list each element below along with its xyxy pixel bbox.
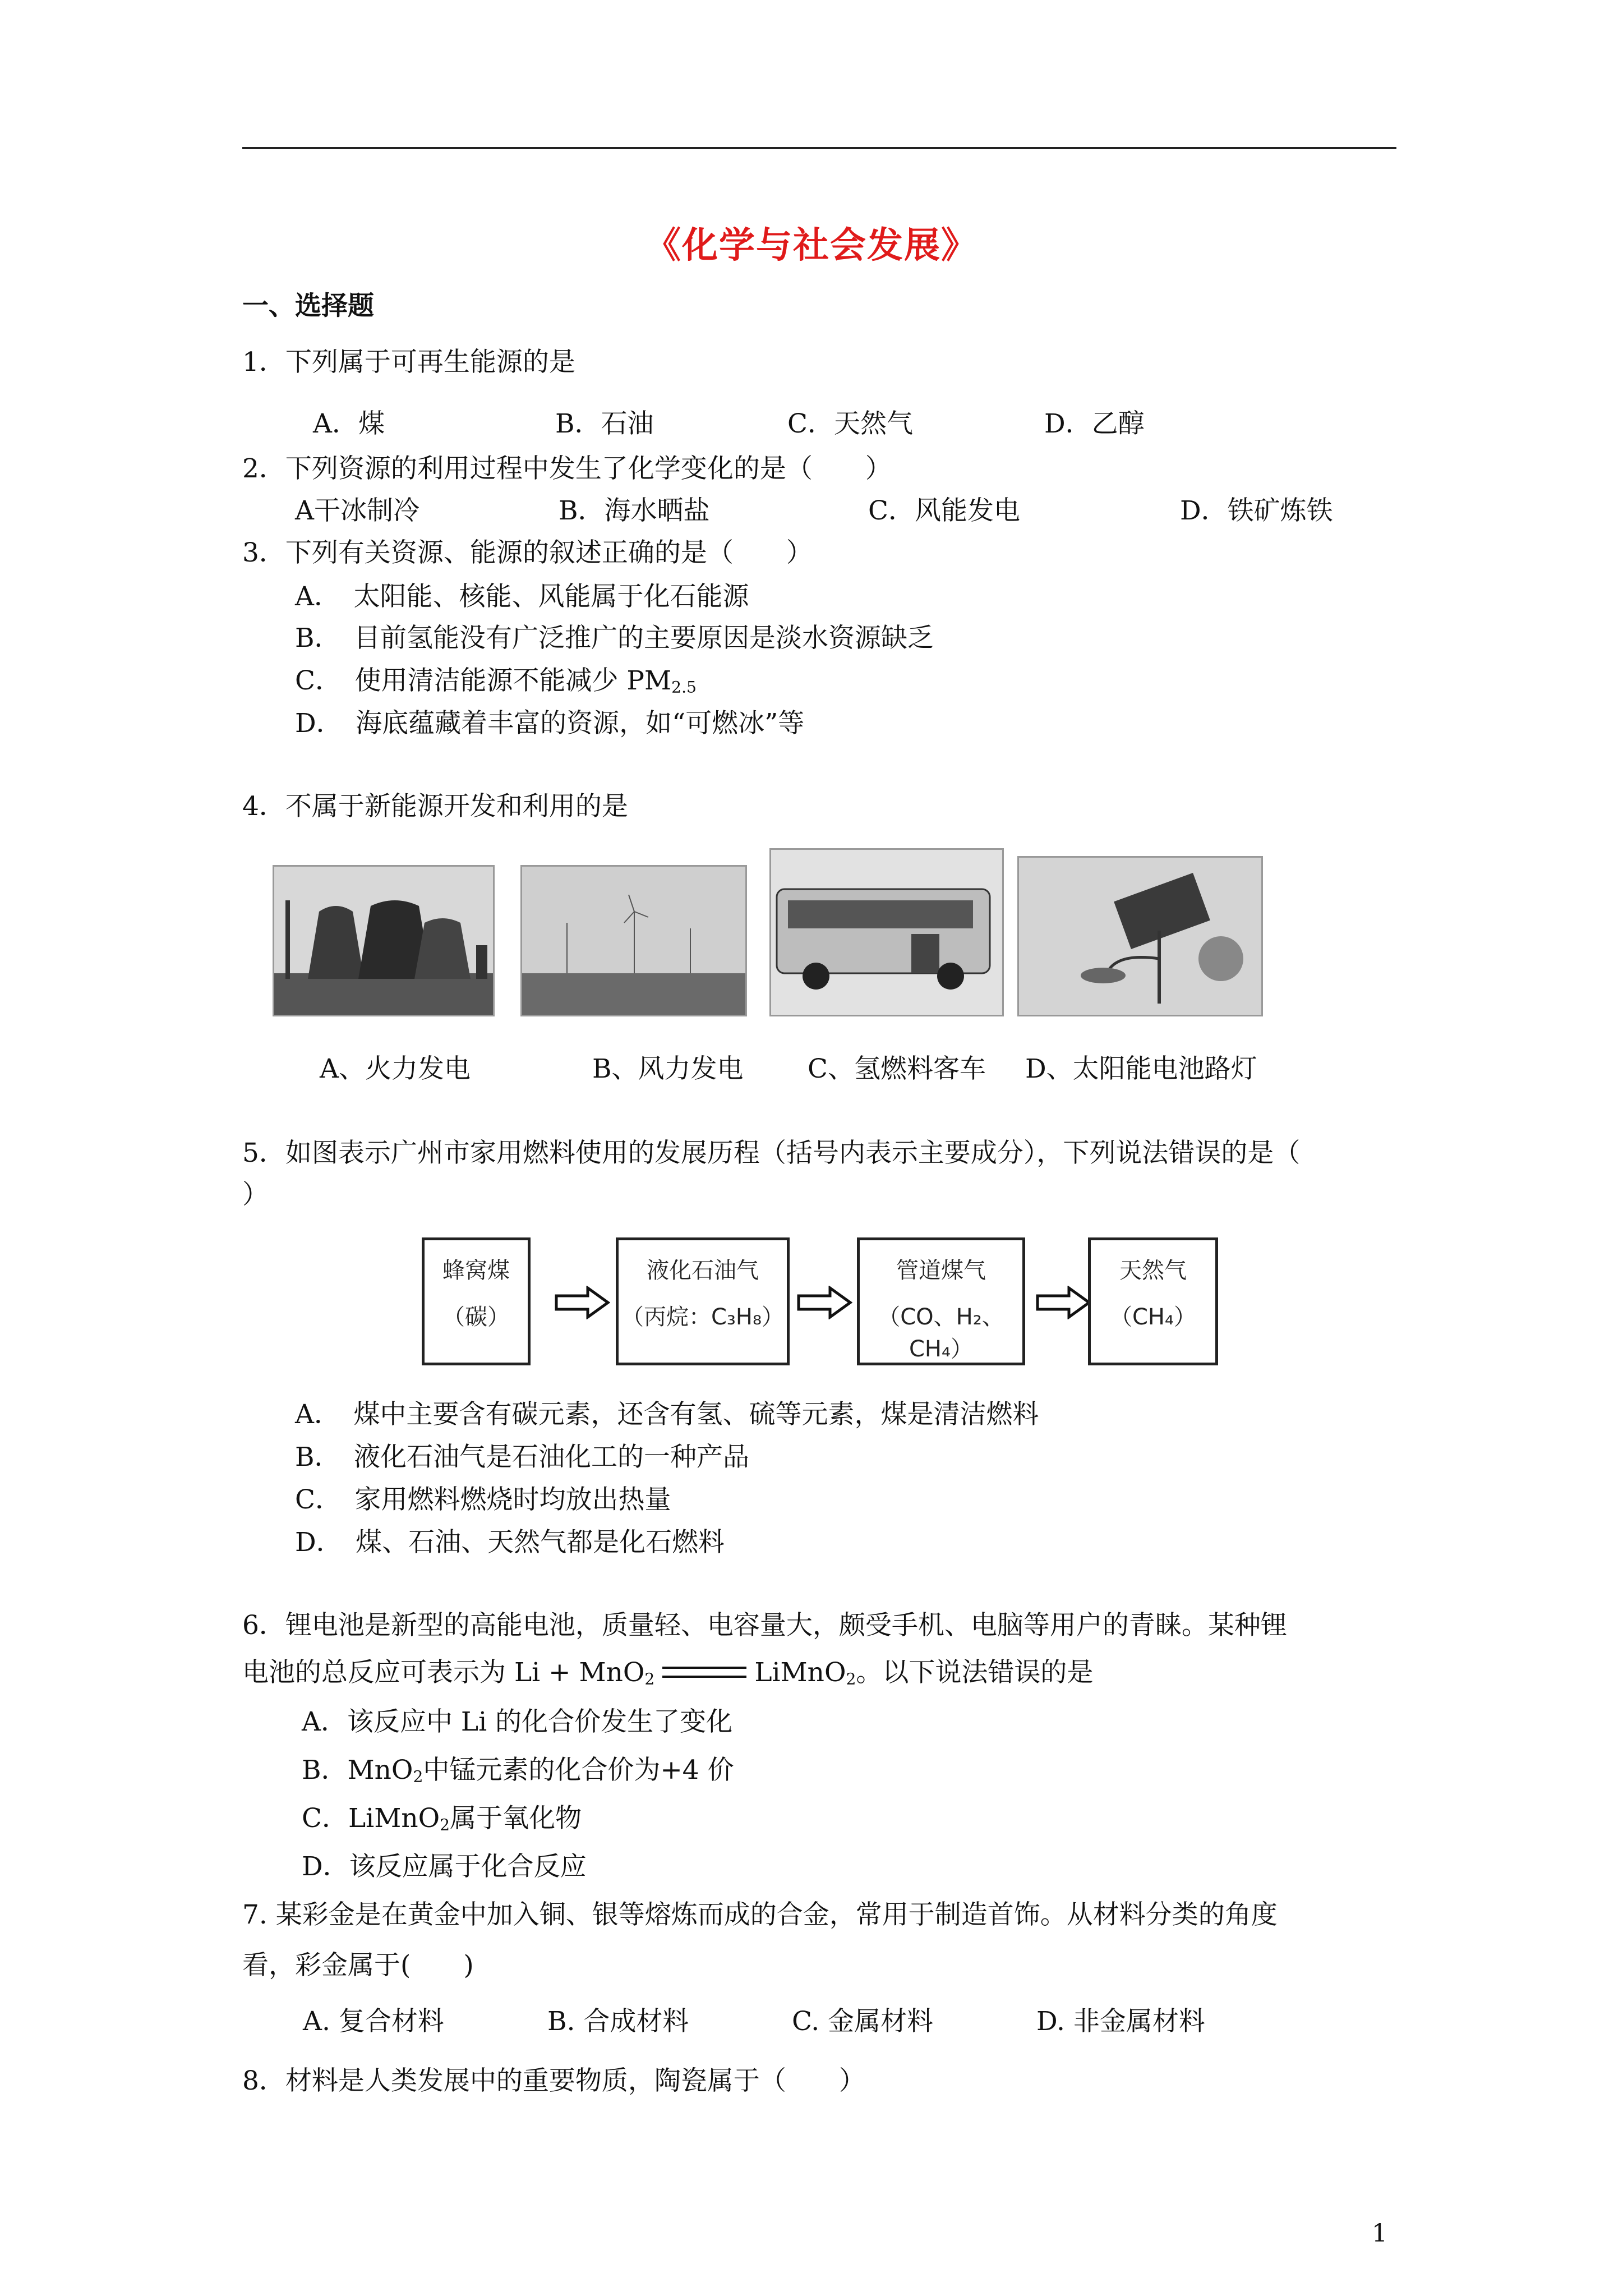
q4-caption-a: A、火力发电: [320, 1053, 471, 1084]
q4-caption-b: B、风力发电: [592, 1053, 744, 1084]
header-rule: [242, 147, 1396, 149]
arrow-right-icon: [796, 1286, 852, 1319]
q2-option-c: C．风能发电: [868, 495, 1020, 526]
q3-option-c: C． 使用清洁能源不能减少 $PM_{2.5}$: [295, 665, 697, 697]
q6-stem-line1: 6．锂电池是新型的高能电池，质量轻、电容量大，颇受手机、电脑等用户的青睐。某种锂: [242, 1610, 1287, 1641]
q2-option-b: B．海水晒盐: [559, 495, 710, 526]
q5-option-c: C． 家用燃料燃烧时均放出热量: [295, 1484, 671, 1515]
q1-option-d: D．乙醇: [1044, 408, 1145, 439]
q2-option-a: A干冰制冷: [295, 495, 419, 526]
q6-option-c: C．LiMnO$_2$属于氧化物: [302, 1803, 582, 1834]
q7-option-d: D. 非金属材料: [1036, 2006, 1205, 2037]
q6-option-d: D．该反应属于化合反应: [302, 1851, 587, 1882]
q3-option-b: B． 目前氢能没有广泛推广的主要原因是淡水资源缺乏: [295, 623, 934, 654]
q8-stem: 8．材料是人类发展中的重要物质，陶瓷属于（ ）: [242, 2065, 865, 2096]
q2-stem: 2．下列资源的利用过程中发生了化学变化的是（ ）: [242, 453, 892, 484]
q7-stem-line2: 看，彩金属于( ): [242, 1950, 474, 1981]
arrow-right-icon: [554, 1286, 610, 1319]
fuel-box-pipeline-gas: 管道煤气 （CO、H₂、CH₄）: [857, 1237, 1025, 1365]
hydrogen-bus-image: [769, 848, 1004, 1016]
fuel-box-honeycomb-coal: 蜂窝煤 （碳）: [422, 1237, 531, 1365]
thermal-power-plant-image: [273, 865, 495, 1016]
q1-option-c: C．天然气: [787, 408, 913, 439]
q5-stem-line2: ）: [242, 1179, 269, 1210]
q1-stem: 1．下列属于可再生能源的是: [242, 347, 575, 378]
q1-option-a: A．煤: [313, 408, 385, 439]
q5-option-d: D． 煤、石油、天然气都是化石燃料: [295, 1527, 725, 1558]
section-heading: 一、选择题: [242, 291, 374, 321]
wind-power-image: [520, 865, 747, 1016]
q7-option-a: A. 复合材料: [303, 2006, 444, 2037]
q6-option-a: A．该反应中 Li 的化合价发生了变化: [302, 1706, 733, 1737]
q7-option-c: C. 金属材料: [792, 2006, 934, 2037]
q4-stem: 4．不属于新能源开发和利用的是: [242, 791, 628, 822]
q3-stem: 3．下列有关资源、能源的叙述正确的是（ ）: [242, 537, 813, 568]
fuel-box-natural-gas: 天然气 （CH₄）: [1088, 1237, 1218, 1365]
q2-option-d: D．铁矿炼铁: [1180, 495, 1333, 526]
q5-stem-line1: 5．如图表示广州市家用燃料使用的发展历程（括号内表示主要成分），下列说法错误的是（: [242, 1138, 1301, 1168]
q4-caption-c: C、氢燃料客车: [808, 1053, 986, 1084]
q3-option-d: D． 海底蕴藏着丰富的资源，如“可燃冰”等: [295, 708, 805, 739]
q5-option-b: B． 液化石油气是石油化工的一种产品: [295, 1442, 750, 1473]
q3-option-a: A． 太阳能、核能、风能属于化石能源: [295, 581, 749, 612]
solar-street-light-image: [1017, 856, 1263, 1016]
q1-option-b: B．石油: [555, 408, 654, 439]
fuel-box-lpg: 液化石油气 （丙烷：C₃H₈）: [616, 1237, 790, 1365]
equation-equals-sign: [662, 1667, 746, 1678]
page-title: 《化学与社会发展》: [645, 224, 978, 266]
q6-option-b: B．MnO$_2$中锰元素的化合价为+4 价: [302, 1755, 734, 1786]
q7-stem-line1: 7. 某彩金是在黄金中加入铜、银等熔炼而成的合金，常用于制造首饰。从材料分类的角度: [242, 1899, 1278, 1930]
q5-option-a: A． 煤中主要含有碳元素，还含有氢、硫等元素，煤是清洁燃料: [295, 1399, 1039, 1430]
q7-option-b: B. 合成材料: [547, 2006, 689, 2037]
arrow-right-icon: [1035, 1286, 1091, 1319]
q6-stem-line2: 电池的总反应可表示为 Li + MnO$_2$ LiMnO$_2$。以下说法错误的是: [242, 1657, 1094, 1688]
page-number: 1: [1372, 2219, 1387, 2248]
q4-caption-d: D、太阳能电池路灯: [1025, 1053, 1257, 1084]
